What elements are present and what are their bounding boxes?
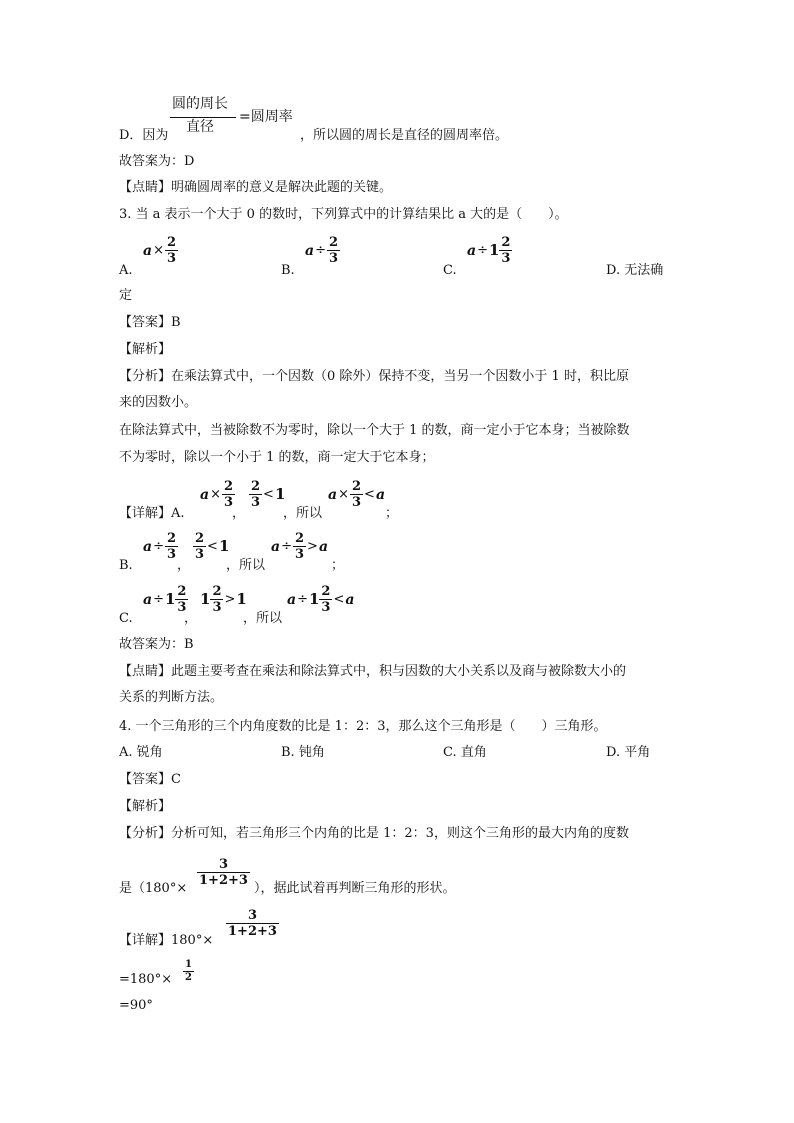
q4-fraction-2: $\frac{3}{1+2+3}$ xyxy=(228,908,277,939)
q3-option-d: D. 无法确 xyxy=(606,263,664,278)
detail-b-expr2: $\frac{2}{3}$ < 1 xyxy=(195,531,230,562)
q3-answer: 【答案】B xyxy=(119,315,181,330)
semicolon: ； xyxy=(331,558,345,573)
detail-a-expr3: a × $\frac{2}{3}$ < a xyxy=(328,479,386,510)
q3-option-a-label: A. xyxy=(119,263,133,278)
q2-point: 【点睛】明确圆周率的意义是解决此题的关键。 xyxy=(119,180,393,195)
q3-analysis-2a: 在除法算式中，当被除数不为零时，除以一个大于 1 的数，商一定小于它本身；当被除数 xyxy=(119,423,630,438)
q3-option-b-expr: a ÷ $\frac{2}{3}$ xyxy=(305,235,339,266)
q4-question: 4. 一个三角形的三个内角度数的比是 1：2：3，那么这个三角形是（ ）三角形。 xyxy=(119,719,607,734)
q3-analysis-2b: 不为零时，除以一个小于 1 的数，商一定大于它本身； xyxy=(119,450,435,465)
q4-analysis-head: 【解析】 xyxy=(119,799,172,814)
comma: ， xyxy=(177,558,191,573)
q4-option-c: C. 直角 xyxy=(443,745,487,760)
q3-analysis-1b: 来的因数小。 xyxy=(119,395,198,410)
q4-step3: =90° xyxy=(119,998,153,1013)
q3-option-a-expr: a × $\frac{2}{3}$ xyxy=(143,235,177,266)
so-text: ，所以 xyxy=(226,558,266,573)
q3-analysis-1a: 【分析】在乘法算式中，一个因数（0 除外）保持不变，当另一个因数小于 1 时，积比原 xyxy=(119,369,629,384)
q4-step2-fraction: $\frac{1}{2}$ xyxy=(185,959,192,983)
detail-c-expr3: a ÷ 1 $\frac{2}{3}$ < a xyxy=(287,584,355,615)
circle-ratio-denominator: 直径 xyxy=(186,119,214,135)
circle-ratio-rhs: =圆周率 xyxy=(239,109,293,125)
q3-option-b-label: B. xyxy=(281,263,295,278)
q4-detail-prefix: 【详解】180°× xyxy=(119,933,214,948)
option-d-prefix: D．因为 xyxy=(119,128,169,143)
q3-option-d-cont: 定 xyxy=(119,288,133,303)
detail-a-expr2: $\frac{2}{3}$ < 1 xyxy=(251,479,286,510)
q2-answer: 故答案为：D xyxy=(119,154,195,169)
q4-fraction-1: $\frac{3}{1+2+3}$ xyxy=(199,857,248,888)
circle-ratio-numerator: 圆的周长 xyxy=(172,96,228,112)
q4-option-b: B. 钝角 xyxy=(281,745,325,760)
q3-question: 3. 当 a 表示一个大于 0 的数时，下列算式中的计算结果比 a 大的是（ ）。 xyxy=(119,207,568,222)
detail-c-prefix: C. xyxy=(119,611,133,626)
q4-step2-prefix: =180°× xyxy=(119,972,173,987)
semicolon: ； xyxy=(385,506,399,521)
q3-option-c-label: C. xyxy=(443,263,457,278)
q4-analysis-b-suffix: ），据此试着再判断三角形的形状。 xyxy=(254,881,456,896)
q3-analysis-head: 【解析】 xyxy=(119,342,172,357)
comma: ， xyxy=(232,506,246,521)
q4-option-d: D. 平角 xyxy=(606,745,651,760)
detail-c-expr2: 1 $\frac{2}{3}$ > 1 xyxy=(200,584,247,615)
q4-answer: 【答案】C xyxy=(119,772,181,787)
q4-analysis-a: 【分析】分析可知，若三角形三个内角的比是 1：2：3，则这个三角形的最大内角的度数 xyxy=(119,826,629,841)
so-text: ，所以 xyxy=(283,506,323,521)
so-text: ，所以 xyxy=(243,611,283,626)
q3-point-a: 【点睛】此题主要考查在乘法和除法算式中，积与因数的大小关系以及商与被除数大小的 xyxy=(119,664,627,679)
detail-c-expr1: a ÷ 1 $\frac{2}{3}$ xyxy=(143,584,187,615)
detail-b-expr3: a ÷ $\frac{2}{3}$ > a xyxy=(271,531,329,562)
detail-b-prefix: B. xyxy=(119,558,133,573)
detail-b-expr1: a ÷ $\frac{2}{3}$ xyxy=(143,531,177,562)
comma: ， xyxy=(184,611,198,626)
q3-point-b: 关系的判断方法。 xyxy=(119,690,224,705)
option-d-suffix: ，所以圆的周长是直径的圆周率倍。 xyxy=(300,128,509,143)
q3-final-answer: 故答案为：B xyxy=(119,637,194,652)
q4-analysis-b-prefix: 是（180°× xyxy=(119,881,188,896)
fraction-bar xyxy=(170,117,236,118)
q3-option-c-expr: a ÷ 1 $\frac{2}{3}$ xyxy=(467,235,511,266)
detail-a-expr1: a × $\frac{2}{3}$ xyxy=(200,479,234,510)
detail-a-prefix: 【详解】A. xyxy=(119,506,185,521)
q4-option-a: A. 锐角 xyxy=(119,745,163,760)
